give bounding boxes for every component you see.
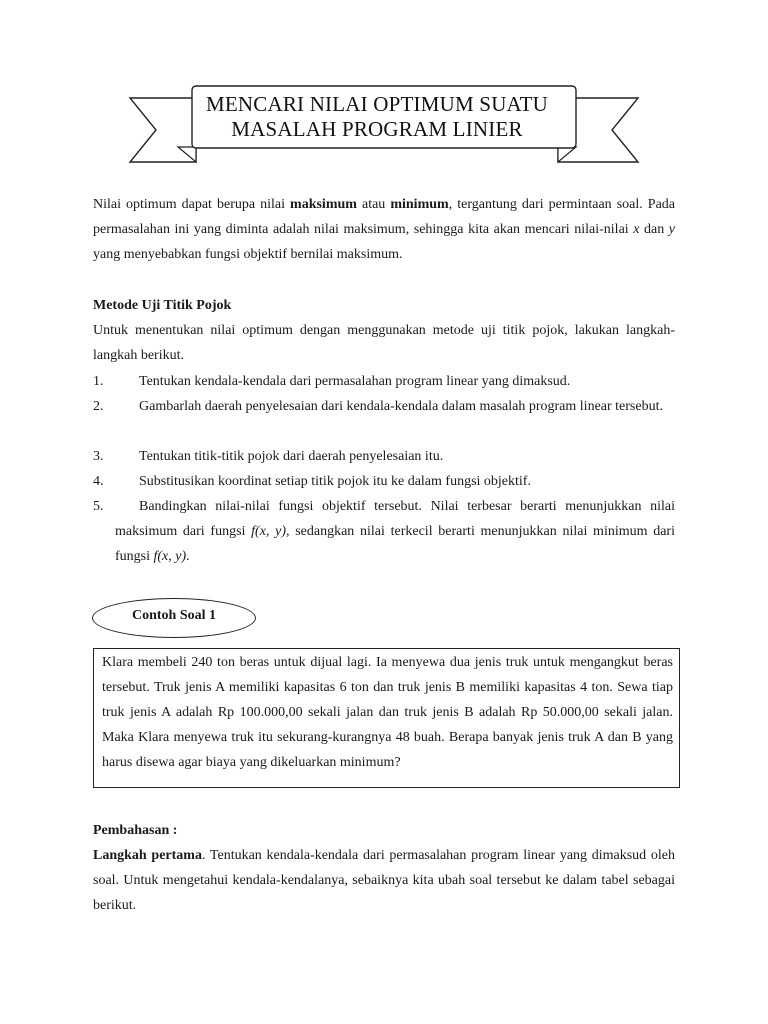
intro-text-5: yang menyebabkan fungsi objektif bernilai maksimum.: [93, 247, 403, 262]
list-item: [93, 444, 675, 469]
list-item: [93, 369, 675, 394]
function-fxy: f(x, y): [153, 549, 187, 564]
list-item: [93, 494, 675, 569]
example-label: Contoh Soal 1: [131, 608, 217, 623]
list-number: 3.: [93, 449, 104, 464]
list-text: Tentukan titik-titik pojok dari daerah penyelesaian itu.: [139, 449, 444, 464]
list-number: 1.: [93, 374, 104, 389]
bold-maksimum: maksimum: [290, 197, 357, 212]
intro-paragraph: [93, 192, 675, 267]
example-problem-box: [93, 648, 680, 788]
list-item: [93, 394, 675, 419]
title-banner: [0, 0, 768, 180]
list-text-part-c: .: [186, 549, 190, 564]
intro-text-4: dan: [639, 222, 669, 237]
list-text-part-b: , sedangkan nilai terkecil berarti menunjukkan nilai minimum dari fungsi: [115, 524, 675, 564]
step-text: . Tentukan kendala-kendala dari permasalahan program linear yang dimaksud oleh soal. Untuk mengetahui kendala-kendalanya, sebaiknya kita ubah soal tersebut ke dalam tabel sebagai berikut.: [93, 848, 675, 913]
list-number: 4.: [93, 474, 104, 489]
discussion-paragraph: [93, 843, 675, 918]
step-label: Langkah pertama: [93, 848, 202, 863]
function-fxy: f(x, y): [251, 524, 286, 539]
ribbon-graphic: [0, 0, 768, 180]
list-text: Substitusikan koordinat setiap titik pojok itu ke dalam fungsi objektif.: [139, 474, 531, 489]
bold-minimum: minimum: [390, 197, 449, 212]
discussion-heading: Pembahasan :: [93, 823, 178, 838]
example-label-oval: [92, 598, 256, 638]
title-line-1: MENCARI NILAI OPTIMUM SUATU: [206, 92, 548, 116]
list-number: 2.: [93, 399, 104, 414]
list-number: 5.: [93, 499, 104, 514]
example-problem-text: Klara membeli 240 ton beras untuk dijual lagi. Ia menyewa dua jenis truk untuk mengangkut beras tersebut. Truk jenis A memiliki kapasitas 6 ton dan truk jenis B memiliki kapasitas 4 ton. Sewa tiap truk jenis A adalah Rp 100.000,00 sekali jalan dan truk jenis B adalah Rp 50.000,00 sekali jalan. Maka Klara menyewa truk itu sekurang-kurangnya 48 buah. Berapa banyak jenis truk A dan B yang harus disewa agar biaya yang dikeluarkan minimum?: [102, 655, 673, 770]
variable-y: y: [668, 222, 675, 237]
list-item: [93, 469, 675, 494]
intro-text-1: Nilai optimum dapat berupa nilai: [93, 197, 291, 212]
list-text: [93, 494, 675, 569]
method-heading: Metode Uji Titik Pojok: [93, 298, 232, 313]
list-text-part-a: Bandingkan nilai-nilai fungsi objektif tersebut. Nilai terbesar berarti menunjukkan nilai maksimum dari fungsi: [115, 499, 675, 539]
list-text: Tentukan kendala-kendala dari permasalahan program linear yang dimaksud.: [139, 374, 571, 389]
title-line-2: MASALAH PROGRAM LINIER: [231, 117, 523, 141]
method-intro: Untuk menentukan nilai optimum dengan menggunakan metode uji titik pojok, lakukan langkah-langkah berikut.: [93, 323, 675, 363]
page-title: [196, 92, 558, 142]
intro-text-3: , tergantung dari permintaan soal. Pada permasalahan ini yang diminta adalah nilai maksimum, sehingga kita akan mencari nilai-nilai: [93, 197, 675, 237]
variable-x: x: [633, 222, 640, 237]
list-text: Gambarlah daerah penyelesaian dari kendala-kendala dalam masalah program linear tersebut.: [139, 399, 663, 414]
intro-text-2: atau: [356, 197, 391, 212]
